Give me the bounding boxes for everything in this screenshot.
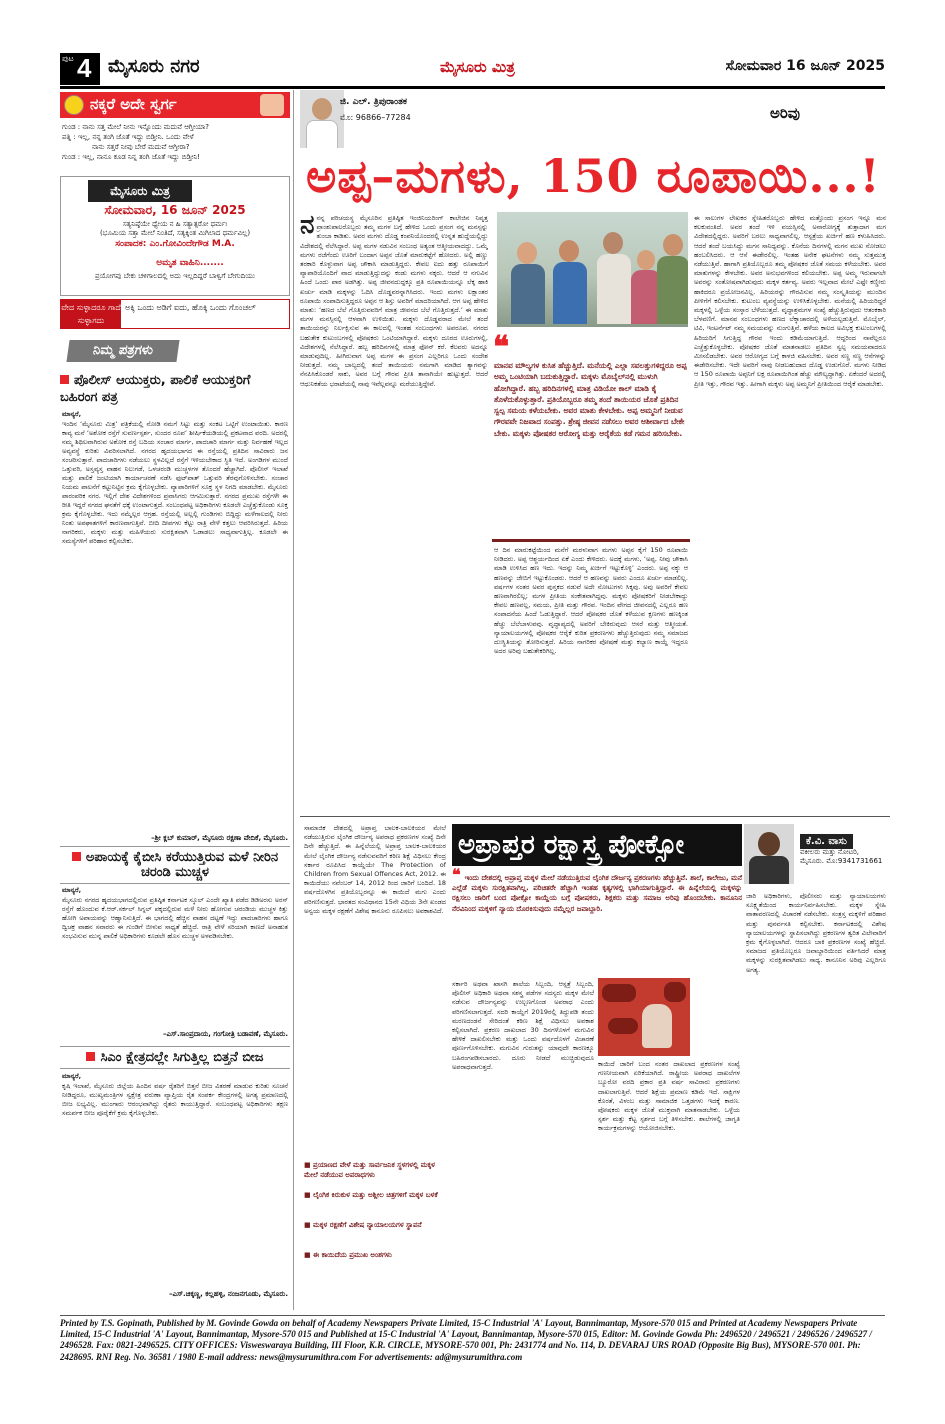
proverb-text: ಅಕ್ಕಿ ಒಂದು ಅಡಿಗೆ ಐದು, ಹೊಕ್ಕಿ ಒಂದು ಗೊಂಚಲ್ xyxy=(125,303,256,312)
imprint-footer: Printed by T.S. Gopinath, Published by M. Govinde Gowda on behalf of Academy Newspapers Private Limited, 15-C Industrial 'A' Layout, Bannimantap, Mysore-570 015 and Printed at Academy Newspapers Private Limited, 15-C Industrial 'A' Layout, Bannimantap, Mysore-570 015 and Published at 15-C Industrial 'A' Layout, Bannimantap, Mysore-570 015, Editor: M. Govinde Gowda Ph: 2496520 / 2496521 / 2496526 / 2496527 / 2496528. Fax: 0821-2496525. CITY OFFICES: Visweswaraya Building, III Floor, K.R. CIRCLE, MYSORE-570 001, Ph: 2431774 and No. 114, D. DEVARAJ URS ROAD (Opposite Big Bus), MYSORE-570 001. Ph: 2428695. RNI Reg. No. 36581 / 1980 E-mail address: news@mysurumithra.com For advertisements: ad@mysurumithra.com xyxy=(60,1318,872,1362)
header-date: ಸೋಮವಾರ 16 ಜೂನ್ 2025 xyxy=(725,58,885,74)
masthead-date: ಸೋಮವಾರ, 16 ಜೂನ್ 2025 xyxy=(104,203,246,217)
law-point: ■ ಲೈಂಗಿಕ ಕಿರುಕುಳ ಮತ್ತು ಅಶ್ಲೀಲ ಚಿತ್ರಗಳಿಗೆ ಮಕ್ಕಳ ಬಳಕೆ xyxy=(304,1191,438,1199)
amrutha-text: ಪ್ರಯೋಗವು ಬೇಕು ಚಳಿಗಾಲದಲ್ಲಿ ಅದು ಇಲ್ಲದಿದ್ದರೆ ಬಾಳ್ವಿಗೆ ಬೇಗುದಿಯು xyxy=(94,272,256,280)
header-rule xyxy=(60,86,885,89)
pocso-headline: ಅಪ್ರಾಪ್ತರ ರಕ್ಷಾಸ್ತ್ರ ಪೋಕ್ಸೋ xyxy=(452,824,742,866)
article-column-1: ನನನ್ನ ಪರಿಚಯಸ್ಥ ಮೈಸೂರಿನ ಪ್ರತಿಷ್ಠಿತ ಇಂಜಿನಿಯರಿಂಗ್ ಕಾಲೇಜಿನ ನಿವೃತ್ತ ಪ್ರಾಂಶುಪಾಲರೊಬ್ಬರು ತಮ್ಮ ಮಗಳ ಬಗ್ಗೆ ಹೇಳಿದ ಒಂದು ಪ್ರಸಂಗ ನನ್ನ ಮನಸ್ಸನ್ನು ತುಂಬಾ ಕಾಡಿತು. ಅವರ ಮಗಳು ದೊಡ್ಡ ಕಂಪನಿಯೊಂದರಲ್ಲಿ ಉನ್ನತ ಹುದ್ದೆಯಲ್ಲಿದ್ದು ವಿದೇಶದಲ್ಲಿ ನೆಲೆಸಿದ್ದಾರೆ. ಅಪ್ಪ ಮಗಳ ನಡುವಿನ ಸಂಬಂಧ ಅತ್ಯಂತ ಆತ್ಮೀಯವಾದದ್ದು. ಒಮ್ಮೆ ಮಗಳು ರಜೆಗೆಂದು ಊರಿಗೆ ಬಂದಾಗ ಅಪ್ಪನ ಜೊತೆ ಮಾರುಕಟ್ಟೆಗೆ ಹೋದರು. ಅಲ್ಲಿ ಹಣ್ಣು ತರಕಾರಿ ಕೊಳ್ಳುವಾಗ ಅಪ್ಪ ಚೌಕಾಸಿ ಮಾಡುತ್ತಿದ್ದರು. ಕೇವಲ ಐದು ಹತ್ತು ರೂಪಾಯಿಗೆ ವ್ಯಾಪಾರಿಯೊಂದಿಗೆ ವಾದ ಮಾಡುತ್ತಿದ್ದುದನ್ನು ಕಂಡು ಮಗಳು ನಕ್ಕರು. ಆದರೆ ಆ ನಗುವಿನ ಹಿಂದೆ ಒಂದು ಪಾಠ ಅಡಗಿತ್ತು. ಅಪ್ಪ ಜೀವನದುದ್ದಕ್ಕೂ ಪ್ರತಿ ರೂಪಾಯಿಯನ್ನೂ ಲೆಕ್ಕ ಹಾಕಿ ಖರ್ಚು ಮಾಡಿ ಮಕ್ಕಳನ್ನು ಓದಿಸಿ ದೊಡ್ಡವರನ್ನಾಗಿಸಿದರು. ಇಂದು ಮಗಳು ಲಕ್ಷಾಂತರ ರೂಪಾಯಿ ಸಂಪಾದಿಸುತ್ತಿದ್ದರೂ ಅಪ್ಪನ ಆ ಶಿಸ್ತು ಅವರಿಗೆ ಮಾದರಿಯಾಗಿದೆ. ಆಗ ಅಪ್ಪ ಹೇಳಿದ ಮಾತು: ‘ಹಣದ ಬೆಲೆ ಗೊತ್ತಿರುವವರಿಗೆ ಮಾತ್ರ ಜೀವನದ ಬೆಲೆ ಗೊತ್ತಿರುತ್ತದೆ.’ ಈ ಮಾತು ಮಗಳ ಮನಸ್ಸಿನಲ್ಲಿ ಆಳವಾಗಿ ಉಳಿಯಿತು. ಮಕ್ಕಳು ದೊಡ್ಡವರಾದ ಮೇಲೆ ತಂದೆ ತಾಯಿಯರನ್ನು ನಿರ್ಲಕ್ಷಿಸುವ ಈ ಕಾಲದಲ್ಲಿ ಇಂತಹ ಸಂಬಂಧಗಳು ಅಪರೂಪ. ನಗರದ ಬಹುತೇಕ ಕುಟುಂಬಗಳಲ್ಲಿ ಪೋಷಕರು ಒಂಟಿಯಾಗಿದ್ದಾರೆ. ಮಕ್ಕಳು ದೂರದ ಊರುಗಳಲ್ಲಿ, ವಿದೇಶಗಳಲ್ಲಿ ನೆಲೆಸಿದ್ದಾರೆ. ಹಬ್ಬ ಹರಿದಿನಗಳಲ್ಲಿ ಮಾತ್ರ ಫೋನ್ ಕರೆ. ಕೆಲವರು ಅದನ್ನೂ ಮಾಡುವುದಿಲ್ಲ. ಹೀಗಿರುವಾಗ ಅಪ್ಪ ಮಗಳ ಈ ಪ್ರಸಂಗ ಎಲ್ಲರಿಗೂ ಒಂದು ಸಂದೇಶ ನೀಡುತ್ತದೆ. ನಮ್ಮ ಬಾಲ್ಯದಲ್ಲಿ ತಂದೆ ತಾಯಿಯರು ನಮಗಾಗಿ ಮಾಡಿದ ತ್ಯಾಗವನ್ನು ನೆನಪಿಸಿಕೊಂಡರೆ ಸಾಕು, ಅವರ ಬಗ್ಗೆ ಗೌರವ ಪ್ರೀತಿ ತಾನಾಗಿಯೇ ಹುಟ್ಟುತ್ತದೆ. ಆದರೆ ಆಧುನಿಕತೆಯ ಭರಾಟೆಯಲ್ಲಿ ನಾವು ಇವೆಲ್ಲವನ್ನೂ ಮರೆಯುತ್ತಿದ್ದೇವೆ. xyxy=(300,214,488,388)
quote-mark-icon: ❝ xyxy=(493,330,510,365)
letter-title: ಅಪಾಯಕ್ಕೆ ಕೈಬೀಸಿ ಕರೆಯುತ್ತಿರುವ ಮಳೆ ನೀರಿನ ಚರಂಡಿ ಮುಚ್ಚಳ xyxy=(60,846,290,884)
pocso-illustration xyxy=(598,978,690,1056)
family-photo xyxy=(497,212,688,327)
author-mobile: ಮೊ: 96866–77284 xyxy=(340,113,411,122)
article-column-3: ಈ ಸಾಲುಗಳ ಲೇಖಕರ ಸ್ನೇಹಿತರೊಬ್ಬರು ಹೇಳಿದ ಮತ್ತೊಂದು ಪ್ರಸಂಗ ಇನ್ನೂ ಮನ ಕಲಕುವಂತಿದೆ. ಅವರ ತಂದೆ ಇಳಿ ವಯಸ್ಸಿನಲ್ಲಿ ಅನಾರೋಗ್ಯಕ್ಕೆ ತುತ್ತಾದಾಗ ಮಗ ವಿದೇಶದಲ್ಲಿದ್ದರು. ಅವರಿಗೆ ಬರಲು ಸಾಧ್ಯವಾಗಲಿಲ್ಲ. ಆಸ್ಪತ್ರೆಯ ಖರ್ಚಿಗೆ ಹಣ ಕಳುಹಿಸಿದರು. ಆದರೆ ತಂದೆ ಬಯಸಿದ್ದು ಮಗನ ಸಾನಿಧ್ಯವನ್ನು. ಕೊನೆಯ ದಿನಗಳಲ್ಲಿ ಮಗನ ಮುಖ ನೋಡಲು ಹಂಬಲಿಸಿದರು. ಆ ಆಸೆ ಈಡೇರಲಿಲ್ಲ. ಇಂತಹ ಅನೇಕ ಘಟನೆಗಳು ನಮ್ಮ ಸುತ್ತಮುತ್ತ ನಡೆಯುತ್ತಿವೆ. ಹಾಗಾಗಿ ಪ್ರತಿಯೊಬ್ಬರೂ ತಮ್ಮ ಪೋಷಕರ ಜೊತೆ ಸಮಯ ಕಳೆಯಬೇಕು. ಅವರ ಮಾತುಗಳನ್ನು ಕೇಳಬೇಕು. ಅವರ ಅನುಭವಗಳಿಂದ ಕಲಿಯಬೇಕು. ಅಪ್ಪ ಅಮ್ಮ ಇರುವಾಗಲೇ ಅವರನ್ನು ಸಂತೋಷವಾಗಿಡುವುದು ಮಕ್ಕಳ ಕರ್ತವ್ಯ. ಅವರು ಇಲ್ಲವಾದ ಮೇಲೆ ಎಷ್ಟೇ ಕಣ್ಣೀರು ಹಾಕಿದರೂ ಪ್ರಯೋಜನವಿಲ್ಲ. ಹಿರಿಯರನ್ನು ಗೌರವಿಸುವ ನಮ್ಮ ಸಂಸ್ಕೃತಿಯನ್ನು ಮುಂದಿನ ಪೀಳಿಗೆಗೆ ಕಲಿಸಬೇಕು. ಕುಟುಂಬ ವ್ಯವಸ್ಥೆಯನ್ನು ಉಳಿಸಿಕೊಳ್ಳಬೇಕು. ಮನೆಯಲ್ಲಿ ಹಿರಿಯರಿದ್ದರೆ ಮಕ್ಕಳಲ್ಲಿ ಒಳ್ಳೆಯ ಸಂಸ್ಕಾರ ಬೆಳೆಯುತ್ತದೆ. ವೃದ್ಧಾಶ್ರಮಗಳ ಸಂಖ್ಯೆ ಹೆಚ್ಚುತ್ತಿರುವುದು ಆತಂಕಕಾರಿ ಬೆಳವಣಿಗೆ. ಮಾನವ ಸಂಬಂಧಗಳು ಹಣದ ಲೆಕ್ಕಾಚಾರದಲ್ಲಿ ಅಳೆಯಲ್ಪಡುತ್ತಿವೆ. ಮೊಬೈಲ್, ಟಿವಿ, ಇಂಟರ್ನೆಟ್ ನಮ್ಮ ಸಮಯವನ್ನು ನುಂಗುತ್ತಿವೆ. ಹಳೆಯ ಕಾಲದ ಅವಿಭಕ್ತ ಕುಟುಂಬಗಳಲ್ಲಿ ಹಿರಿಯರಿಗೆ ಸಿಗುತ್ತಿದ್ದ ಗೌರವ ಇಂದು ಕಡಿಮೆಯಾಗುತ್ತಿದೆ. ಆದ್ದರಿಂದ ನಾವೆಲ್ಲರೂ ಎಚ್ಚೆತ್ತುಕೊಳ್ಳಬೇಕು. ಪೋಷಕರ ಜೊತೆ ಮಾತನಾಡಲು ಪ್ರತಿದಿನ ಸ್ವಲ್ಪ ಸಮಯವಾದರೂ ಮೀಸಲಿಡಬೇಕು. ಅವರ ಆರೋಗ್ಯದ ಬಗ್ಗೆ ಕಾಳಜಿ ವಹಿಸಬೇಕು. ಅವರ ಸಣ್ಣ ಸಣ್ಣ ಆಸೆಗಳನ್ನು ಈಡೇರಿಸಬೇಕು. ಇದೇ ಅವರಿಗೆ ನಾವು ನೀಡಬಹುದಾದ ದೊಡ್ಡ ಉಡುಗೊರೆ. ಮಗಳು ನೀಡಿದ ಆ 150 ರೂಪಾಯಿ ಅಪ್ಪನಿಗೆ ಲಕ್ಷ ರೂಪಾಯಿಗಿಂತ ಹೆಚ್ಚು ಮೌಲ್ಯದ್ದಾಗಿತ್ತು. ಏಕೆಂದರೆ ಅದರಲ್ಲಿ ಪ್ರೀತಿ ಇತ್ತು, ಗೌರವ ಇತ್ತು. ಹೀಗಾಗಿ ಮಕ್ಕಳು ಅಪ್ಪ ಅಮ್ಮನಿಗೆ ಪ್ರೀತಿಯಿಂದ ಆರೈಕೆ ಮಾಡಬೇಕು. xyxy=(694,214,886,388)
pocso-column-2: ಸರ್ಕಾರಿ ಅಥವಾ ಖಾಸಗಿ ಶಾಲೆಯ ಸಿಬ್ಬಂದಿ, ಆಸ್ಪತ್ರೆ ಸಿಬ್ಬಂದಿ, ಪೊಲೀಸ್ ಅಧಿಕಾರಿ ಅಥವಾ ಸಶಸ್ತ್ರ ಪಡೆಗಳ ಸದಸ್ಯರು ಮಕ್ಕಳ ಮೇಲೆ ನಡೆಸುವ ದೌರ್ಜನ್ಯವನ್ನು ಉಲ್ಬಣಗೊಂಡ ಅಪರಾಧ ಎಂದು ಪರಿಗಣಿಸಲಾಗುತ್ತದೆ. ಸದರಿ ಕಾಯ್ದೆಗೆ 2019ರಲ್ಲಿ ತಿದ್ದುಪಡಿ ತಂದು ಮರಣದಂಡನೆ ಸೇರಿದಂತೆ ಕಠಿಣ ಶಿಕ್ಷೆ ವಿಧಿಸಲು ಅವಕಾಶ ಕಲ್ಪಿಸಲಾಗಿದೆ. ಪ್ರಕರಣ ದಾಖಲಾದ 30 ದಿನಗಳೊಳಗೆ ಮಗುವಿನ ಹೇಳಿಕೆ ದಾಖಲಿಸಬೇಕು ಮತ್ತು ಒಂದು ವರ್ಷದೊಳಗೆ ವಿಚಾರಣೆ ಪೂರ್ಣಗೊಳಿಸಬೇಕು. ಮಗುವಿನ ಗುರುತನ್ನು ಯಾವುದೇ ಕಾರಣಕ್ಕೂ ಬಹಿರಂಗಪಡಿಸಬಾರದು. ದೂರು ನೀಡದೆ ಮುಚ್ಚಿಡುವುದೂ ಅಪರಾಧವಾಗುತ್ತದೆ. xyxy=(452,980,594,1071)
masthead-motto: ಸತ್ಯನಿಷ್ಠೆಯೇ ಧ್ಯೇಯ ನ ಹಿ ಸತ್ಯಾತ್ಪರೋ ಧರ್ಮಃ xyxy=(122,220,228,228)
column-name: ಅರಿವು xyxy=(770,104,801,122)
section-name: ಮೈಸೂರು ನಗರ xyxy=(108,56,200,77)
laughing-emoji-icon xyxy=(64,95,84,115)
letter-body: ಇಂದಿನ ‘ಮೈಸೂರು ಮಿತ್ರ’ ಪತ್ರಿಕೆಯಲ್ಲಿ ನೋಡಿ ನಮಗೆ ಸಿಟ್ಟು ಮತ್ತು ಸಂಕಟ ಒಟ್ಟಿಗೆ ಉಂಟಾಯಿತು. ಕಾರಣ ಕಾವ್ಯ ಮನೆ ‘ಅಶೋಕ ರಸ್ತೆಗೆ ಸುವರ್ಣಸ್ಪರ್ಶ, ಸುಂದರ ರೂಪ’ ಶೀರ್ಷಿಕೆಯಡಿಯಲ್ಲಿ ಪ್ರಕಟವಾದ ವರದಿ. ಅದರಲ್ಲಿ ನಮ್ಮ ಶಿಥಿಲವಾಗಿರುವ ಅಶೋಕ ರಸ್ತೆ ಬದಿಯ ಸಂಚಾರ ಮಾರ್ಗ, ಪಾದಚಾರಿ ಮಾರ್ಗ ಮತ್ತು ನಿರ್ವಹಣೆ ಇಲ್ಲದ ಅವ್ಯವಸ್ಥೆ ಕುರಿತು ವಿವರಿಸಲಾಗಿದೆ. ನಗರದ ಹೃದಯಭಾಗದ ಈ ರಸ್ತೆಯಲ್ಲಿ ಪ್ರತಿದಿನ ಸಾವಿರಾರು ಜನ ಸಂಚರಿಸುತ್ತಾರೆ. ಪಾದಚಾರಿಗಳು ನಡೆಯಲು ಸ್ಥಳವಿಲ್ಲದೆ ರಸ್ತೆಗೆ ಇಳಿಯಬೇಕಾದ ಸ್ಥಿತಿ ಇದೆ. ಅಂಗಡಿಗಳ ಮುಂದೆ ಒತ್ತುವರಿ, ಅಸ್ತವ್ಯಸ್ತ ವಾಹನ ನಿಲುಗಡೆ, ಒಳಚರಂಡಿ ಮುಚ್ಚಳಗಳ ತೊಂದರೆ ಹೆಚ್ಚಾಗಿದೆ. ಪೊಲೀಸ್ ಇಲಾಖೆ ಮತ್ತು ಪಾಲಿಕೆ ಜಂಟಿಯಾಗಿ ಕಾರ್ಯಾಚರಣೆ ನಡೆಸಿ ಫುಟ್‌ಪಾತ್ ಒತ್ತುವರಿ ತೆರವುಗೊಳಿಸಬೇಕು. ಸಂಚಾರ ನಿಯಮ ಪಾಲನೆಗೆ ಕಟ್ಟುನಿಟ್ಟಿನ ಕ್ರಮ ಕೈಗೊಳ್ಳಬೇಕು. ವ್ಯಾಪಾರಿಗಳಿಗೆ ಸೂಕ್ತ ಸ್ಥಳ ನಿಗದಿ ಮಾಡಬೇಕು. ಮೈಸೂರು ಪಾರಂಪರಿಕ ನಗರ. ಇಲ್ಲಿಗೆ ದೇಶ ವಿದೇಶಗಳಿಂದ ಪ್ರವಾಸಿಗರು ಆಗಮಿಸುತ್ತಾರೆ. ನಗರದ ಪ್ರಮುಖ ರಸ್ತೆಗಳೇ ಈ ರೀತಿ ಇದ್ದರೆ ನಗರದ ಘನತೆಗೆ ಧಕ್ಕೆ ಉಂಟಾಗುತ್ತದೆ. ಸಂಬಂಧಪಟ್ಟ ಅಧಿಕಾರಿಗಳು ಕೂಡಲೇ ಎಚ್ಚೆತ್ತುಕೊಂಡು ಸೂಕ್ತ ಕ್ರಮ ಕೈಗೊಳ್ಳಬೇಕು. ಇದು ನಮ್ಮೆಲ್ಲರ ಆಗ್ರಹ. ರಸ್ತೆಯಲ್ಲಿ ಅಲ್ಲಲ್ಲಿ ಗುಂಡಿಗಳು ಬಿದ್ದಿದ್ದು ಮಳೆಗಾಲದಲ್ಲಿ ನೀರು ನಿಂತು ಅಪಘಾತಗಳಿಗೆ ಕಾರಣವಾಗುತ್ತಿವೆ. ಬೀದಿ ದೀಪಗಳು ಕೆಟ್ಟು ರಾತ್ರಿ ವೇಳೆ ಕತ್ತಲು ಆವರಿಸಿರುತ್ತದೆ. ಹಿರಿಯ ನಾಗರಿಕರು, ಮಕ್ಕಳು ಮತ್ತು ಮಹಿಳೆಯರು ಸುರಕ್ಷಿತವಾಗಿ ಓಡಾಡಲು ಸಾಧ್ಯವಾಗುತ್ತಿಲ್ಲ. ಕೂಡಲೇ ಈ ಸಮಸ್ಯೆಗಳಿಗೆ ಪರಿಹಾರ ಕಲ್ಪಿಸಬೇಕು. xyxy=(62,420,288,545)
letter-salutation: ಮಾನ್ಯರೆ, xyxy=(62,1072,82,1080)
letter-signature: –ಶ್ರೀ ಕ್ಲಬ್‌ ಕುಮಾರ್, ಮೈಸೂರು ರಕ್ಷಣಾ ವೇದಿಕೆ, ಮೈಸೂರು. xyxy=(151,834,288,842)
letter-title: ಪೊಲೀಸ್ ಆಯುಕ್ತರು, ಪಾಲಿಕೆ ಆಯುಕ್ತರಿಗೆ ಬಹಿರಂಗ ಪತ್ರ xyxy=(60,373,251,405)
masthead-editor: ಸಂಪಾದಕ: ಎಂ.ಗೋವಿಂದೇಗೌಡ M.A. xyxy=(115,239,235,249)
letter-signature: –ಎಸ್.ಸಾಂಪ್ರದಾಯ, ಗಂಗೋತ್ರಿ ಬಡಾವಣೆ, ಮೈಸೂರು. xyxy=(163,1030,288,1038)
bullet-square-icon xyxy=(72,852,81,861)
amrutha-heading: ಅಮೃತ ವಾಹಿನಿ....... xyxy=(156,258,224,268)
column-divider xyxy=(293,90,294,1310)
proverb-label: ವೇದ ಸುಳ್ಳಾದರೂ ಗಾದೆ ಸುಳ್ಳಾಗದು xyxy=(61,300,121,328)
joke-text xyxy=(62,122,288,162)
author-photo xyxy=(744,824,794,884)
bullet-square-icon xyxy=(86,1052,95,1061)
pocso-intro-quote: ❝ ಇಂದು ದೇಶದಲ್ಲಿ ಅಪ್ರಾಪ್ತ ಮಕ್ಕಳ ಮೇಲೆ ನಡೆಯುತ್ತಿರುವ ಲೈಂಗಿಕ ದೌರ್ಜನ್ಯ ಪ್ರಕರಣಗಳು ಹೆಚ್ಚುತ್ತಿವೆ. ಶಾಲೆ, ಕಾಲೇಜು, ಮನೆ ಎಲ್ಲೆಡೆ ಮಕ್ಕಳು ಸುರಕ್ಷಿತವಾಗಿಲ್ಲ. ಪರಿಚಿತರೇ ಹೆಚ್ಚಾಗಿ ಇಂತಹ ಕೃತ್ಯಗಳಲ್ಲಿ ಭಾಗಿಯಾಗುತ್ತಿದ್ದಾರೆ. ಈ ಹಿನ್ನೆಲೆಯಲ್ಲಿ ಮಕ್ಕಳನ್ನು ರಕ್ಷಿಸಲು ಜಾರಿಗೆ ಬಂದ ಪೋಕ್ಸೋ ಕಾಯ್ದೆಯ ಬಗ್ಗೆ ಪೋಷಕರು, ಶಿಕ್ಷಕರು ಮತ್ತು ಸಮಾಜ ಅರಿವು ಹೊಂದಬೇಕು. ಕಾನೂನಿನ ನೆರವಿನಿಂದ ಮಕ್ಕಳಿಗೆ ನ್ಯಾಯ ದೊರಕಿಸುವುದು ನಮ್ಮೆಲ್ಲರ ಜವಾಬ್ದಾರಿ. xyxy=(452,865,742,913)
masthead-logo: ಮೈಸೂರು ಮಿತ್ರ xyxy=(88,180,192,202)
author-name: ಕೆ.ವಿ. ವಾಸು xyxy=(800,834,853,849)
proverb-box xyxy=(60,299,290,329)
letter-salutation: ಮಾನ್ಯರೆ, xyxy=(62,886,82,894)
author-name: ಜಿ. ಎಲ್. ತ್ರಿಪುರಾಂತಕ xyxy=(340,97,407,107)
page-number-box xyxy=(60,53,100,85)
joke-line: ಗುಂಡ : ನಾನು ಸತ್ತ ಮೇಲೆ ನೀನು ಇನ್ನೊಂದು ಮದುವೆ ಆಗ್ತೀಯಾ? xyxy=(62,123,209,131)
pocso-column-3: ಕಾಯಿದೆ ಜಾರಿಗೆ ಬಂದ ನಂತರ ದಾಖಲಾದ ಪ್ರಕರಣಗಳ ಸಂಖ್ಯೆ ಗಣನೀಯವಾಗಿ ಏರಿಕೆಯಾಗಿದೆ. ರಾಷ್ಟ್ರೀಯ ಅಪರಾಧ ದಾಖಲೆಗಳ ಬ್ಯೂರೋ ವರದಿ ಪ್ರಕಾರ ಪ್ರತಿ ವರ್ಷ ಸಾವಿರಾರು ಪ್ರಕರಣಗಳು ದಾಖಲಾಗುತ್ತಿವೆ. ಆದರೆ ಶಿಕ್ಷೆಯ ಪ್ರಮಾಣ ಕಡಿಮೆ ಇದೆ. ಸಾಕ್ಷಿಗಳ ಕೊರತೆ, ವಿಳಂಬ ಮತ್ತು ಸಾಮಾಜಿಕ ಒತ್ತಡಗಳು ಇದಕ್ಕೆ ಕಾರಣ. ಪೋಷಕರು ಮಕ್ಕಳ ಜೊತೆ ಮುಕ್ತವಾಗಿ ಮಾತನಾಡಬೇಕು. ಒಳ್ಳೆಯ ಸ್ಪರ್ಶ ಮತ್ತು ಕೆಟ್ಟ ಸ್ಪರ್ಶದ ಬಗ್ಗೆ ತಿಳಿಸಬೇಕು. ಶಾಲೆಗಳಲ್ಲಿ ಜಾಗೃತಿ ಕಾರ್ಯಕ್ರಮಗಳನ್ನು ಆಯೋಜಿಸಬೇಕು. xyxy=(598,1060,740,1133)
letter-title: ಸಿಎಂ ಕ್ಷೇತ್ರದಲ್ಲೇ ಸಿಗುತ್ತಿಲ್ಲ ಬಿತ್ತನೆ ಬೀಜ xyxy=(60,1046,290,1069)
letter-body: ಕೃಷಿ ಇಲಾಖೆ, ಮೈಸೂರು ಜಿಲ್ಲೆಯ ಹಿಂದಿನ ವರ್ಷ ರೈತರಿಗೆ ಬಿತ್ತನೆ ಬೀಜ ವಿತರಣೆ ಮಾಡುವ ಕುರಿತು ಸೂಚನೆ ನೀಡಿದ್ದರೂ, ಮುಖ್ಯಮಂತ್ರಿಗಳ ಸ್ವಕ್ಷೇತ್ರ ವರುಣಾ ವ್ಯಾಪ್ತಿಯ ರೈತ ಸಂಪರ್ಕ ಕೇಂದ್ರಗಳಲ್ಲಿ ಅಗತ್ಯ ಪ್ರಮಾಣದಲ್ಲಿ ಬೀಜ ಲಭ್ಯವಿಲ್ಲ. ಮುಂಗಾರು ಆರಂಭವಾಗಿದ್ದು ರೈತರು ಕಾಯುತ್ತಿದ್ದಾರೆ. ಸಂಬಂಧಪಟ್ಟ ಅಧಿಕಾರಿಗಳು ತಕ್ಷಣ ಸಮರ್ಪಕ ಬೀಜ ಪೂರೈಕೆಗೆ ಕ್ರಮ ಕೈಗೊಳ್ಳಬೇಕು. xyxy=(62,1082,288,1117)
article-divider xyxy=(300,816,890,817)
joke-header xyxy=(60,92,290,118)
law-point: ■ ಪ್ರಯಾಣದ ವೇಳೆ ಮತ್ತು ಸಾರ್ವಜನಿಕ ಸ್ಥಳಗಳಲ್ಲಿ ಮಕ್ಕಳ ಮೇಲೆ ನಡೆಯುವ ಅಪರಾಧಗಳು xyxy=(304,1161,435,1179)
pull-quote-rule xyxy=(492,539,690,542)
law-point: ■ ಮಕ್ಕಳ ರಕ್ಷಣೆಗೆ ವಿಶೇಷ ನ್ಯಾಯಾಲಯಗಳ ಸ್ಥಾಪನೆ xyxy=(304,1221,422,1229)
cartoon-figure-icon xyxy=(260,94,284,116)
quote-mark-icon: ❝ xyxy=(452,865,461,884)
article-headline: ಅಪ್ಪ–ಮಗಳು, 150 ರೂಪಾಯಿ...! xyxy=(306,149,881,203)
letters-tag: ನಿಮ್ಮ ಪತ್ರಗಳು xyxy=(66,340,179,362)
joke-line: ಪತ್ನಿ : ಇಲ್ಲ, ನನ್ನ ತಂಗಿ ಜೊತೆ ಇದ್ದು ಬಿಡ್ತೀನಿ. ಒಂದು ವೇಳೆ xyxy=(62,133,194,141)
law-point: ■ ಈ ಕಾಯಿದೆಯ ಪ್ರಮುಖ ಅಂಶಗಳು xyxy=(304,1251,392,1259)
page-number: 4 xyxy=(77,53,92,83)
joke-line: ಗುಂಡ : ಇಲ್ಲ, ನಾನೂ ಕೂಡ ನಿನ್ನ ತಂಗಿ ಜೊತೆ ಇದ್ದು ಬಿಡ್ತೀನಿ! xyxy=(62,153,201,161)
pocso-column-1: ಸಾಮಾಜಿಕ ದೇಶದಲ್ಲಿ ಅಪ್ರಾಪ್ತ ಬಾಲಕ-ಬಾಲಕಿಯರ ಮೇಲೆ ನಡೆಯುತ್ತಿರುವ ಲೈಂಗಿಕ ದೌರ್ಜನ್ಯ ಅಪರಾಧ ಪ್ರಕರಣಗಳ ಸಂಖ್ಯೆ ದಿನೇ ದಿನೇ ಹೆಚ್ಚುತ್ತಿದೆ. ಈ ಹಿನ್ನೆಲೆಯಲ್ಲಿ ಅಪ್ರಾಪ್ತ ಬಾಲಕ-ಬಾಲಕಿಯರ ಮೇಲೆ ಲೈಂಗಿಕ ದೌರ್ಜನ್ಯ ನಡೆಸುವವರಿಗೆ ಕಠಿಣ ಶಿಕ್ಷೆ ವಿಧಿಸಲು ಕೇಂದ್ರ ಸರ್ಕಾರ ರೂಪಿಸಿದ ಕಾಯ್ದೆಯೇ The Protection of Children from Sexual Offences Act, 2012. ಈ ಕಾಯಿದೆಯು ನವೆಂಬರ್ 14, 2012 ರಿಂದ ಜಾರಿಗೆ ಬಂದಿದೆ. 18 ವರ್ಷದೊಳಗಿನ ಪ್ರತಿಯೊಬ್ಬರನ್ನೂ ಈ ಕಾಯಿದೆ ಮಗು ಎಂದು ಪರಿಗಣಿಸುತ್ತದೆ. ಭಾರತದ ಸಂವಿಧಾನದ 15ನೇ ವಿಧಿಯ 3ನೇ ಖಂಡದ ಅನ್ವಯ ಮಕ್ಕಳ ರಕ್ಷಣೆಗೆ ವಿಶೇಷ ಕಾನೂನು ರೂಪಿಸಲು ಅವಕಾಶವಿದೆ. xyxy=(304,824,446,915)
article-column-2: ಆ ದಿನ ಮಾರುಕಟ್ಟೆಯಿಂದ ಮನೆಗೆ ಮರಳುವಾಗ ಮಗಳು ಅಪ್ಪನ ಕೈಗೆ 150 ರೂಪಾಯಿ ನೀಡಿದರು. ಅಪ್ಪ ಆಶ್ಚರ್ಯದಿಂದ ಏಕೆ ಎಂದು ಕೇಳಿದರು. ಅದಕ್ಕೆ ಮಗಳು, ‘ಅಪ್ಪ, ನೀವು ಚೌಕಾಸಿ ಮಾಡಿ ಉಳಿಸಿದ ಹಣ ಇದು. ಇದನ್ನು ನಿಮ್ಮ ಖರ್ಚಿಗೆ ಇಟ್ಟುಕೊಳ್ಳಿ’ ಎಂದರು. ಅಪ್ಪ ನಕ್ಕು ಆ ಹಣವನ್ನು ಜೇಬಿಗೆ ಇಟ್ಟುಕೊಂಡರು. ಆದರೆ ಆ ಹಣವನ್ನು ಅವರು ಎಂದೂ ಖರ್ಚು ಮಾಡಲಿಲ್ಲ. ವರ್ಷಗಳ ನಂತರ ಅವರ ಪುಸ್ತಕದ ನಡುವೆ ಅದೇ ನೋಟುಗಳು ಸಿಕ್ಕವು. ಅವು ಅವರಿಗೆ ಕೇವಲ ಹಣವಾಗಿರಲಿಲ್ಲ; ಮಗಳ ಪ್ರೀತಿಯ ಸಂಕೇತವಾಗಿದ್ದವು. ಮಕ್ಕಳು ಪೋಷಕರಿಗೆ ನೀಡಬೇಕಾದ್ದು ಕೇವಲ ಹಣವಲ್ಲ, ಸಮಯ, ಪ್ರೀತಿ ಮತ್ತು ಗೌರವ. ಇಂದಿನ ವೇಗದ ಜೀವನದಲ್ಲಿ ಎಲ್ಲರೂ ಹಣ ಸಂಪಾದನೆಯ ಹಿಂದೆ ಓಡುತ್ತಿದ್ದಾರೆ. ಆದರೆ ಪೋಷಕರ ಜೊತೆ ಕಳೆಯುವ ಕ್ಷಣಗಳು ಹಣಕ್ಕಿಂತ ಹೆಚ್ಚು ಬೆಲೆಬಾಳುವವು. ವೃದ್ಧಾಪ್ಯದಲ್ಲಿ ಅವರಿಗೆ ಬೇಕಿರುವುದು ಆಸರೆ ಮತ್ತು ಆತ್ಮೀಯತೆ. ನ್ಯಾಯಾಲಯಗಳಲ್ಲಿ ಪೋಷಕರ ಆರೈಕೆ ಕುರಿತ ಪ್ರಕರಣಗಳು ಹೆಚ್ಚುತ್ತಿರುವುದು ನಮ್ಮ ಸಮಾಜದ ದುಃಸ್ಥಿತಿಯನ್ನು ತೋರಿಸುತ್ತದೆ. ಹಿರಿಯ ನಾಗರಿಕರ ಪೋಷಣೆ ಮತ್ತು ಕಲ್ಯಾಣ ಕಾಯ್ದೆ ಇದ್ದರೂ ಅದರ ಅರಿವು ಬಹುತೇಕರಿಗಿಲ್ಲ. xyxy=(494,546,688,656)
footer-rule xyxy=(60,1315,885,1316)
joke-title: ನಕ್ಕರೆ ಅದೇ ಸ್ವರ್ಗ xyxy=(90,95,177,113)
masthead-small: ಮೈಸೂರು ಮಿತ್ರ xyxy=(440,58,515,76)
page-label: ಪುಟ xyxy=(62,54,74,63)
masthead-motto-translation: (ಭೂಮಿಯ ಸತ್ತಾ ಮೇಲೆ ನಿಂತಿದೆ, ಸತ್ಯಕ್ಕಿಂತ ಮಿಗಿಲಾದ ಧರ್ಮವಿಲ್ಲ) xyxy=(99,229,251,237)
letter-signature: –ಎಸ್.ಚಿಕ್ಕಣ್ಣ, ಕಲ್ಲಹಳ್ಳಿ, ನಂಜನಗೂಡು, ಮೈಸೂರು. xyxy=(169,1290,288,1298)
joke-line: ನಾನು ಸತ್ತರೆ ನೀವು ಬೇರೆ ಮದುವೆ ಆಗ್ತೀರಾ? xyxy=(92,143,190,151)
letter-salutation: ಮಾನ್ಯರೆ, xyxy=(62,410,82,418)
author-description: ವಕೀಲರು ಮತ್ತು ನೋಟರಿ, ಮೈಸೂರು. ಮೊ:9341731661 xyxy=(800,848,883,865)
letter-body: ಮೈಸೂರು ನಗರದ ಹೃದಯಭಾಗದಲ್ಲಿರುವ ಪ್ರತಿಷ್ಠಿತ ಕರ್ನಾಟಕ ಸ್ಕೂಲ್ ಎಂದೇ ಖ್ಯಾತಿ ಪಡೆದ ಡಿಡಿಅರಸು ಅರಸ್ ರಸ್ತೆಗೆ ಹೊಂದುವ ಕೆ.ಆರ್.ಸರ್ಕಲ್ ಸಿಗ್ನಲ್ ಪಕ್ಕದಲ್ಲಿರುವ ಮಳೆ ನೀರು ಹೋಗುವ ಚರಂಡಿಯ ಮುಚ್ಚಳ ಕಿತ್ತು ಹೋಗಿ ಅಪಾಯವನ್ನು ಆಹ್ವಾನಿಸುತ್ತಿದೆ. ಈ ಭಾಗದಲ್ಲಿ ಹೆಚ್ಚಿನ ವಾಹನ ದಟ್ಟಣೆ ಇದ್ದು ಪಾದಚಾರಿಗಳು ಹಾಗೂ ದ್ವಿಚಕ್ರ ವಾಹನ ಸವಾರರು ಈ ಗುಂಡಿಗೆ ಬೀಳುವ ಸಾಧ್ಯತೆ ಹೆಚ್ಚಿದೆ. ರಾತ್ರಿ ವೇಳೆ ಸರಿಯಾಗಿ ಕಾಣದೆ ಅನಾಹುತ ಸಂಭವಿಸುವ ಮುನ್ನ ಪಾಲಿಕೆ ಅಧಿಕಾರಿಗಳು ಕೂಡಲೇ ಹೊಸ ಮುಚ್ಚಳ ಅಳವಡಿಸಬೇಕು. xyxy=(62,896,288,940)
bullet-square-icon xyxy=(60,375,69,384)
pocso-column-4: ಜಾರಿ ಅಧಿಕಾರಿಗಳು, ಪೊಲೀಸರು ಮತ್ತು ನ್ಯಾಯಾಲಯಗಳು ಸೂಕ್ಷ್ಮತೆಯಿಂದ ಕಾರ್ಯನಿರ್ವಹಿಸಬೇಕು. ಮಕ್ಕಳ ಸ್ನೇಹಿ ವಾತಾವರಣದಲ್ಲಿ ವಿಚಾರಣೆ ನಡೆಸಬೇಕು. ಸಂತ್ರಸ್ತ ಮಕ್ಕಳಿಗೆ ಪರಿಹಾರ ಮತ್ತು ಪುನರ್ವಸತಿ ಕಲ್ಪಿಸಬೇಕು. ಕರ್ನಾಟಕದಲ್ಲಿ ವಿಶೇಷ ನ್ಯಾಯಾಲಯಗಳನ್ನು ಸ್ಥಾಪಿಸಲಾಗಿದ್ದು ಪ್ರಕರಣಗಳ ತ್ವರಿತ ವಿಲೇವಾರಿಗೆ ಕ್ರಮ ಕೈಗೊಳ್ಳಲಾಗಿದೆ. ಆದರೂ ಬಾಕಿ ಪ್ರಕರಣಗಳ ಸಂಖ್ಯೆ ಹೆಚ್ಚಿದೆ. ಸಮಾಜದ ಪ್ರತಿಯೊಬ್ಬರೂ ಜವಾಬ್ದಾರಿಯಿಂದ ವರ್ತಿಸಿದರೆ ಮಾತ್ರ ಮಕ್ಕಳನ್ನು ಸುರಕ್ಷಿತವಾಗಿಡಲು ಸಾಧ್ಯ. ಕಾನೂನಿನ ಅರಿವು ಎಲ್ಲರಿಗೂ ಅಗತ್ಯ. xyxy=(746,892,886,974)
drop-cap: ನ xyxy=(300,214,315,240)
amrutha-vahini xyxy=(60,258,290,296)
letters-section-header xyxy=(60,340,290,362)
author-photo xyxy=(300,90,344,148)
pull-quote: ಮಾನವ ಮೌಲ್ಯಗಳ ಕುಸಿತ ಹೆಚ್ಚುತ್ತಿದೆ. ಮನೆಯಲ್ಲಿ ಎಲ್ಲಾ ಸವಲತ್ತುಗಳಿದ್ದರೂ ಅಪ್ಪ ಅಮ್ಮ ಒಂಟಿಯಾಗಿ ಬದುಕುತ್ತಿದ್ದಾರೆ. ಮಕ್ಕಳು ಮೊಬೈಲ್‌ನಲ್ಲಿ ಮುಳುಗಿ ಹೋಗಿದ್ದಾರೆ. ಹಬ್ಬ ಹರಿದಿನಗಳಲ್ಲಿ ಮಾತ್ರ ವಿಡಿಯೋ ಕಾಲ್ ಮಾಡಿ ಕೈ ತೊಳೆದುಕೊಳ್ಳುತ್ತಾರೆ. ಪ್ರತಿಯೊಬ್ಬರೂ ತಮ್ಮ ತಂದೆ ತಾಯಿಯರ ಜೊತೆ ಪ್ರತಿದಿನ ಸ್ವಲ್ಪ ಸಮಯ ಕಳೆಯಬೇಕು. ಅವರ ಮಾತು ಕೇಳಬೇಕು. ಅಪ್ಪ ಅಮ್ಮನಿಗೆ ನೀಡುವ ಗೌರವವೇ ನಿಜವಾದ ಸಂಪತ್ತು. ಶ್ರೇಷ್ಠ ಜೀವನ ನಡೆಸಲು ಅವರ ಆಶೀರ್ವಾದ ಬೇಕೇ ಬೇಕು. ಮಕ್ಕಳು ಪೋಷಕರ ಆರೋಗ್ಯ ಮತ್ತು ಆರೈಕೆಯ ಕಡೆ ಗಮನ ಹರಿಸಬೇಕು. xyxy=(494,361,687,438)
